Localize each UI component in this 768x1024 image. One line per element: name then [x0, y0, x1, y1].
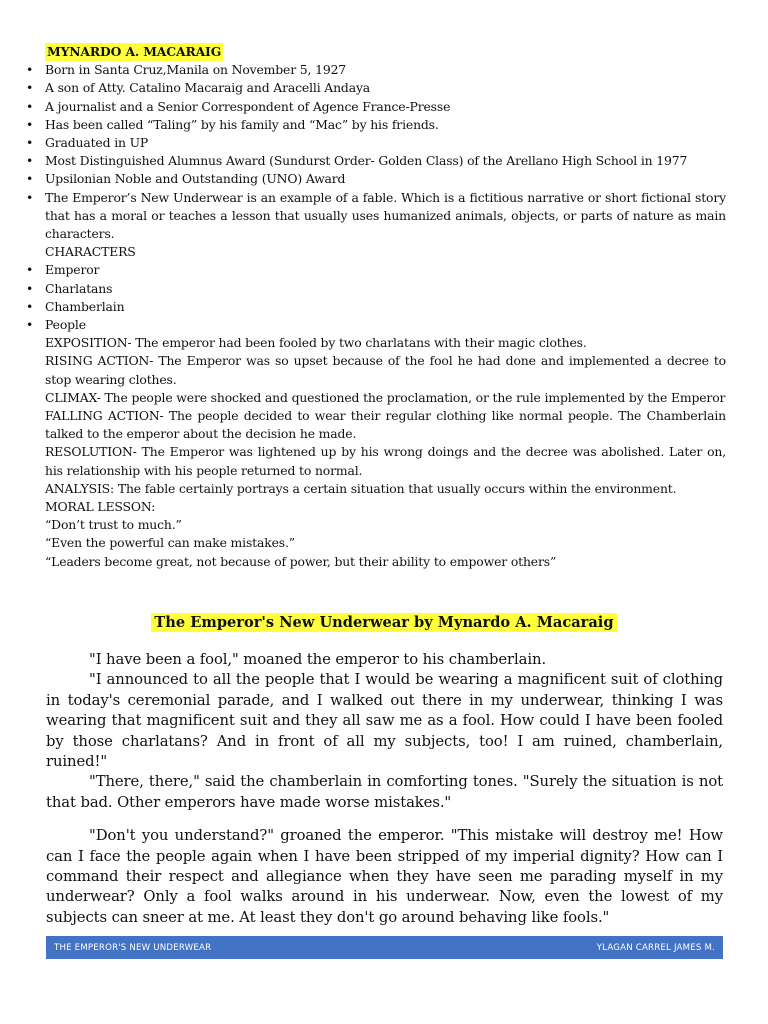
moral-item: “Don’t trust to much.”: [45, 517, 182, 533]
story-title: The Emperor's New Underwear by Mynardo A. Macaraig: [151, 613, 616, 632]
footer-left-text: THE EMPEROR'S NEW UNDERWEAR: [54, 942, 212, 953]
list-item: • Graduated in UP: [26, 134, 726, 152]
list-item: • A journalist and a Senior Correspondent of Agence France-Presse: [26, 98, 726, 116]
plot-resolution: RESOLUTION- The Emperor was lightened up by his wrong doings and the decree was abolished. Later on, his relationship with his people returned to normal.: [45, 444, 726, 478]
list-item: • The Emperor’s New Underwear is an example of a fable. Which is a fictitious narrative or short fictional story that has a moral or teaches a lesson that usually uses humanized animals, objects, or parts of nature as main characters.: [26, 189, 726, 244]
plot-climax: CLIMAX- The people were shocked and questioned the proclamation, or the rule implemented by the Emperor: [45, 389, 726, 405]
bio-list: [26, 61, 726, 243]
list-item: • Emperor: [26, 261, 726, 279]
story-paragraph: "There, there," said the chamberlain in comforting tones. "Surely the situation is not that bad. Other emperors have made worse mistakes.": [46, 773, 723, 811]
list-item: • Chamberlain: [26, 298, 726, 316]
story-body: [46, 650, 723, 928]
author-heading: MYNARDO A. MACARAIG: [45, 43, 223, 61]
plot-exposition: EXPOSITION- The emperor had been fooled by two charlatans with their magic clothes.: [45, 335, 587, 351]
footer-bar: [46, 936, 723, 959]
list-item: • Most Distinguished Alumnus Award (Sundurst Order- Golden Class) of the Arellano High School in 1977: [26, 152, 726, 170]
characters-label: CHARACTERS: [45, 244, 136, 260]
moral-label: MORAL LESSON:: [45, 499, 156, 515]
plot-rising-action: RISING ACTION- The Emperor was so upset because of the fool he had done and implemented a decree to stop wearing clothes.: [45, 353, 726, 387]
story-paragraph: "I announced to all the people that I would be wearing a magnificent suit of clothing in today's ceremonial parade, and I walked out there in my underwear, thinking I was wearing that magnificent suit and they all saw me as a fool. How could I have been fooled by those charlatans? And in front of all my subjects, too! I am ruined, chamberlain, ruined!": [46, 671, 723, 771]
notes-section: [26, 43, 726, 571]
story-paragraph: "I have been a fool," moaned the emperor to his chamberlain.: [89, 651, 547, 668]
story-title-line: [0, 612, 768, 631]
plot-falling-action: FALLING ACTION- The people decided to wear their regular clothing like normal people. The Chamberlain talked to the emperor about the decision he made.: [45, 408, 726, 442]
plot-analysis: ANALYSIS: The fable certainly portrays a certain situation that usually occurs within the environment.: [45, 480, 677, 496]
story-paragraph: "Don't you understand?" groaned the emperor. "This mistake will destroy me! How can I face the people again when I have been stripped of my imperial dignity? How can I command their respect and allegiance when they have seen me parading myself in my underwear? Only a fool walks around in his underwear. Now, even the lowest of my subjects can sneer at me. At least they don't go around behaving like fools.": [46, 827, 723, 926]
moral-item: “Even the powerful can make mistakes.”: [45, 535, 295, 551]
list-item: • Born in Santa Cruz,Manila on November 5, 1927: [26, 61, 726, 79]
characters-list: [26, 261, 726, 334]
moral-item: “Leaders become great, not because of power, but their ability to empower others”: [45, 553, 557, 569]
list-item: • Upsilonian Noble and Outstanding (UNO) Award: [26, 170, 726, 188]
author-heading-line: [26, 43, 726, 61]
list-item: • Charlatans: [26, 280, 726, 298]
list-item: • Has been called “Taling” by his family and “Mac” by his friends.: [26, 116, 726, 134]
footer-right-text: YLAGAN CARREL JAMES M.: [596, 942, 715, 953]
list-item: • A son of Atty. Catalino Macaraig and Aracelli Andaya: [26, 79, 726, 97]
list-item: • People: [26, 316, 726, 334]
